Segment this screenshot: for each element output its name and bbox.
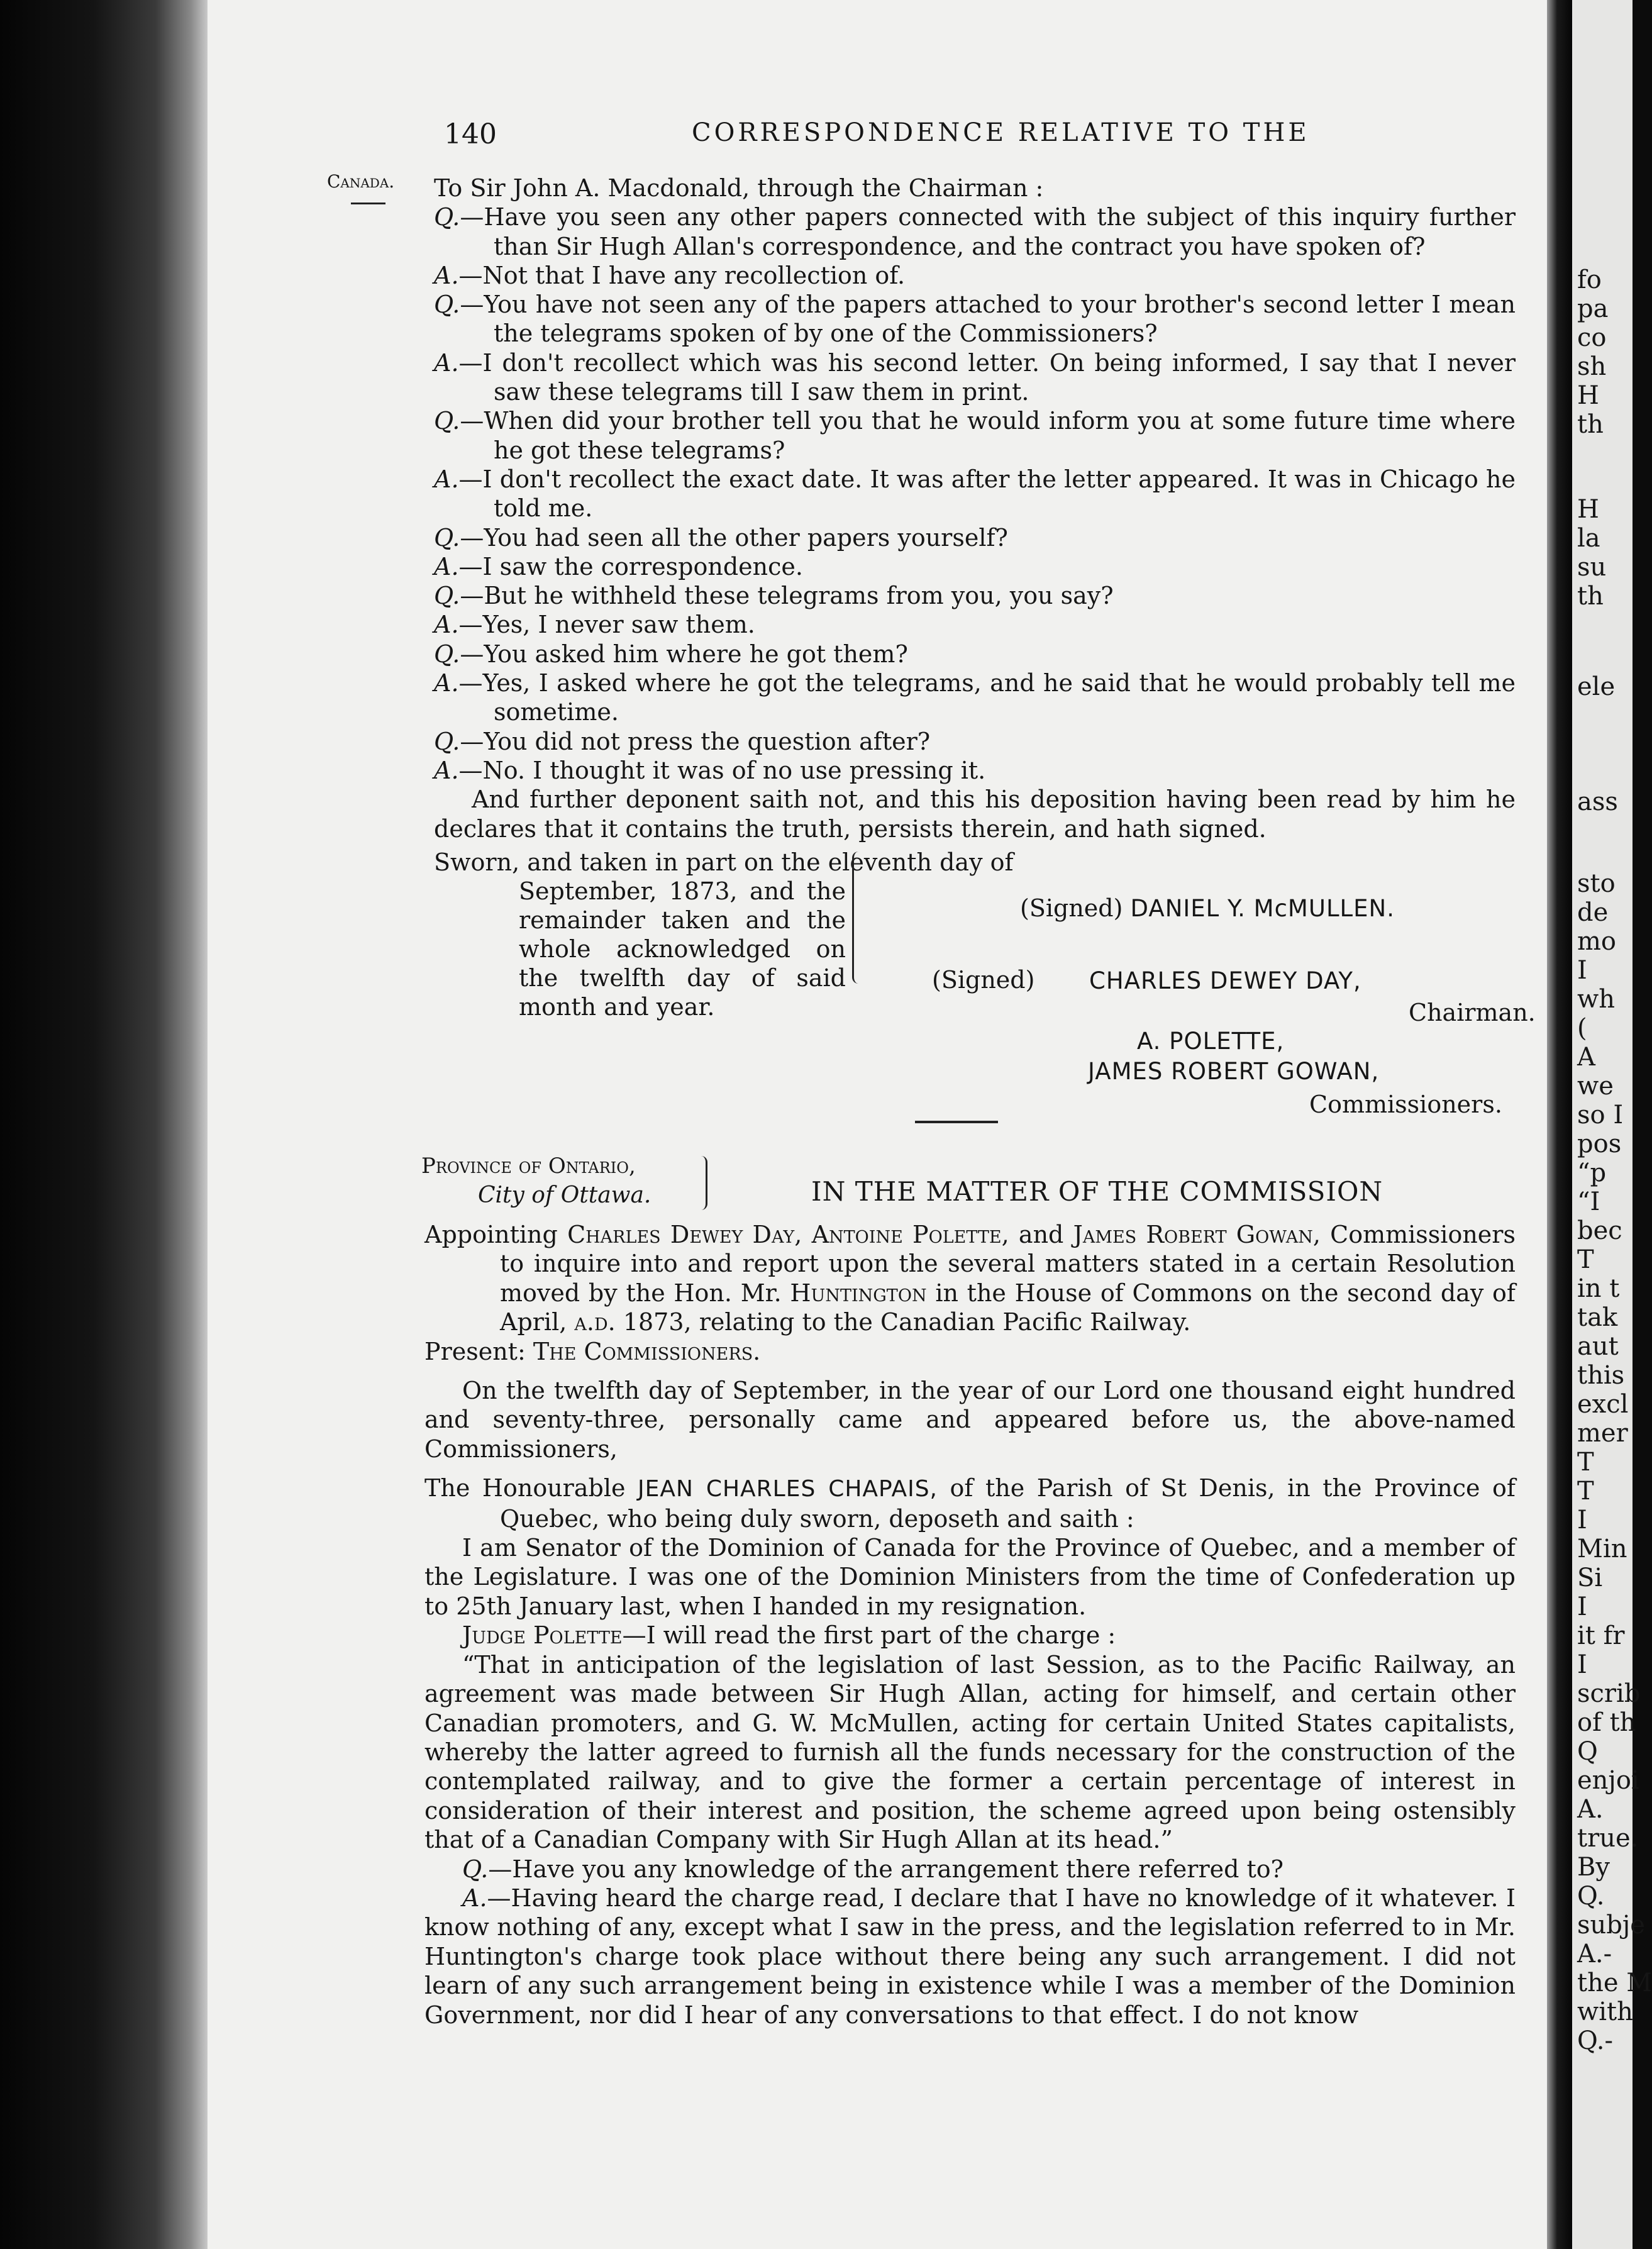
adjacent-page-edge: [1572, 0, 1652, 2249]
fragment: it fr: [1577, 1621, 1625, 1650]
question: Q.—You had seen all the other papers yourself?: [434, 523, 1008, 552]
fragment: A.-: [1577, 1940, 1612, 1969]
fragment: bec: [1577, 1216, 1622, 1245]
deposition-mcmullen: [434, 174, 1516, 843]
commissioner-name: A. POLETTE,: [1137, 1028, 1285, 1055]
fragment: de: [1577, 898, 1609, 927]
deponent-paragraph: The Honourable JEAN CHARLES CHAPAIS, of the Parish of St Denis, in the Province of Quebec, who being duly sworn, deposeth and saith :: [424, 1474, 1516, 1533]
left-scan-border: [0, 0, 208, 2249]
fragment: we: [1577, 1072, 1614, 1101]
fragment: T: [1577, 1448, 1594, 1477]
answer: A.—I don't recollect the exact date. It was after the letter appeared. It was in Chicago he told me.: [434, 465, 1516, 523]
fragment: “p: [1577, 1158, 1607, 1187]
jurat-lead: Sworn, and taken in part on the eleventh day of: [434, 848, 1014, 876]
answer: A.—Yes, I never saw them.: [434, 611, 755, 639]
fragment: H: [1577, 381, 1599, 410]
answer: A.—No. I thought it was of no use pressing it.: [434, 756, 986, 784]
commissioner-name: JAMES ROBERT GOWAN,: [1088, 1058, 1380, 1085]
fragment: th: [1577, 410, 1604, 439]
fragment: of th: [1577, 1708, 1636, 1737]
section-divider: [915, 1121, 998, 1123]
intro-paragraph: On the twelfth day of September, in the year of our Lord one thousand eight hundred and seventy-three, personally came and appeared before us, the above-named Commissioners,: [424, 1377, 1516, 1463]
fragment: T: [1577, 1245, 1594, 1274]
fragment: Min: [1577, 1535, 1627, 1563]
fragment: I: [1577, 1592, 1587, 1621]
fragment: ele: [1577, 672, 1616, 701]
deposition-chapais: [424, 1220, 1516, 2030]
statement-paragraph: I am Senator of the Dominion of Canada for the Province of Quebec, and a member of the Legislature. I was one of the Dominion Ministers from the time of Confederation up to 25th January last, when I handed in my resignation.: [424, 1534, 1516, 1620]
document-page: [208, 0, 1547, 2249]
charge-quote: “That in anticipation of the legislation of last Session, as to the Pacific Railway, an agreement was made between Sir Hugh Allan, acting for himself, and certain other Canadian promoters, and G. W. McMullen, acting for certain United States capitalists, whereby the latter agreed to furnish all the funds necessary for the construction of the contemplated railway, and to give the former a certain percentage of interest in consideration of their interest and position, the scheme agreed upon being ostensibly that of a Canadian Company with Sir Hugh Allan at its head.”: [424, 1650, 1516, 1854]
fragment: tak: [1577, 1303, 1618, 1332]
answer: A.—Having heard the charge read, I declare that I have no knowledge of it whatever. I know nothing of any, except what I saw in the press, and the legislation referred to in Mr. Huntington's charge took place without there being any such arrangement. I did not learn of any such arrangement being in existence while I was a member of the Dominion Government, nor did I hear of any conversations to that effect. I do not know: [424, 1884, 1516, 2029]
fragment: co: [1577, 323, 1607, 352]
question: Q.—But he withheld these telegrams from you, you say?: [434, 582, 1114, 610]
fragment: true.: [1577, 1824, 1639, 1853]
fragment: “I: [1577, 1187, 1600, 1216]
deponent-signature: (Signed) DANIEL Y. McMULLEN.: [1020, 894, 1395, 922]
answer: A.—Yes, I asked where he got the telegrams, and he said that he would probably tell me sometime.: [434, 669, 1516, 726]
fragment: ass: [1577, 787, 1618, 816]
chairman-title: Chairman.: [1409, 999, 1536, 1026]
fragment: this: [1577, 1361, 1625, 1390]
fragment: I: [1577, 1506, 1587, 1535]
fragment: By: [1577, 1853, 1610, 1882]
fragment: pos: [1577, 1130, 1622, 1158]
jurat-rest: September, 1873, and the remainder taken and the whole acknowledged on the twelfth day of said month and year.: [519, 877, 846, 1021]
fragment: enjoi: [1577, 1766, 1639, 1795]
running-header: [208, 118, 1547, 156]
brace-icon: [852, 852, 863, 984]
fragment: scrib: [1577, 1679, 1641, 1708]
venue-province: Province of Ontario,: [421, 1153, 636, 1179]
running-title: CORRESPONDENCE RELATIVE TO THE: [692, 118, 1310, 147]
fragment: pa: [1577, 294, 1609, 323]
fragment: H: [1577, 495, 1599, 524]
fragment: excl: [1577, 1390, 1629, 1419]
fragment: A.: [1577, 1795, 1604, 1824]
fragment: in t: [1577, 1274, 1620, 1303]
fragment: sto: [1577, 869, 1616, 898]
fragment: (: [1577, 1014, 1587, 1043]
fragment: A: [1577, 1043, 1595, 1072]
fragment: with: [1577, 1997, 1633, 2026]
fragment: the M: [1577, 1969, 1652, 1997]
question: Q.—Have you any knowledge of the arrangement there referred to?: [462, 1855, 1284, 1883]
question: Q.—Have you seen any other papers connected with the subject of this inquiry further than Sir Hugh Allan's correspondence, and the contract you have spoken of?: [434, 203, 1516, 260]
chairman-name: CHARLES DEWEY DAY,: [1089, 967, 1361, 994]
commissioners-title: Commissioners.: [1309, 1091, 1502, 1118]
signed-label: (Signed): [932, 966, 1035, 994]
fragment: Q: [1577, 1737, 1598, 1766]
margin-note: Canada.: [327, 171, 395, 192]
fragment: T: [1577, 1477, 1594, 1506]
brace-icon: [697, 1156, 707, 1210]
paragraph: To Sir John A. Macdonald, through the Chairman :: [434, 174, 1044, 202]
fragment: su: [1577, 553, 1607, 582]
fragment: so I: [1577, 1101, 1624, 1130]
right-scan-border: [1547, 0, 1572, 2249]
question: Q.—You have not seen any of the papers attached to your brother's second letter I mean the telegrams spoken of by one of the Commissioners?: [434, 291, 1516, 348]
fragment: mer: [1577, 1419, 1628, 1448]
fragment: la: [1577, 524, 1600, 553]
question: Q.—You asked him where he got them?: [434, 640, 908, 668]
answer: A.—Not that I have any recollection of.: [434, 261, 906, 289]
question: Q.—When did your brother tell you that he would inform you at some future time where he got these telegrams?: [434, 407, 1516, 464]
appointing-paragraph: Appointing Charles Dewey Day, Antoine Polette, and James Robert Gowan, Commissioners to inquire into and report upon the several matters stated in a certain Resolution moved by the Hon. Mr. Huntington in the House of Commons on the second day of April, a.d. 1873, relating to the Canadian Pacific Railway.: [424, 1221, 1516, 1336]
fragment: subje: [1577, 1911, 1645, 1940]
fragment: wh: [1577, 985, 1615, 1014]
fragment: sh: [1577, 352, 1607, 381]
fragment: Q.: [1577, 1882, 1605, 1911]
fragment: fo: [1577, 265, 1602, 294]
margin-rule: [351, 203, 385, 204]
fragment: mo: [1577, 927, 1617, 956]
fragment: Q.-: [1577, 2026, 1614, 2055]
fragment: I: [1577, 956, 1587, 985]
judge-paragraph: Judge Polette—I will read the first part of the charge :: [462, 1621, 1116, 1650]
fragment: I: [1577, 1650, 1587, 1679]
answer: A.—I don't recollect which was his second letter. On being informed, I say that I never saw these telegrams till I saw them in print.: [434, 348, 1516, 406]
answer: A.—I saw the correspondence.: [434, 552, 803, 580]
section-heading: IN THE MATTER OF THE COMMISSION: [811, 1176, 1383, 1207]
fragment: Si: [1577, 1563, 1603, 1592]
closing-paragraph: And further deponent saith not, and this his deposition having been read by him he declares that it contains the truth, persists therein, and hath signed.: [434, 786, 1516, 843]
venue-city: City of Ottawa.: [478, 1182, 651, 1208]
present-line: Present: The Commissioners.: [424, 1337, 761, 1365]
fragment: th: [1577, 582, 1604, 611]
page-number: 140: [444, 118, 497, 150]
question: Q.—You did not press the question after?: [434, 727, 931, 755]
fragment: aut: [1577, 1332, 1619, 1361]
